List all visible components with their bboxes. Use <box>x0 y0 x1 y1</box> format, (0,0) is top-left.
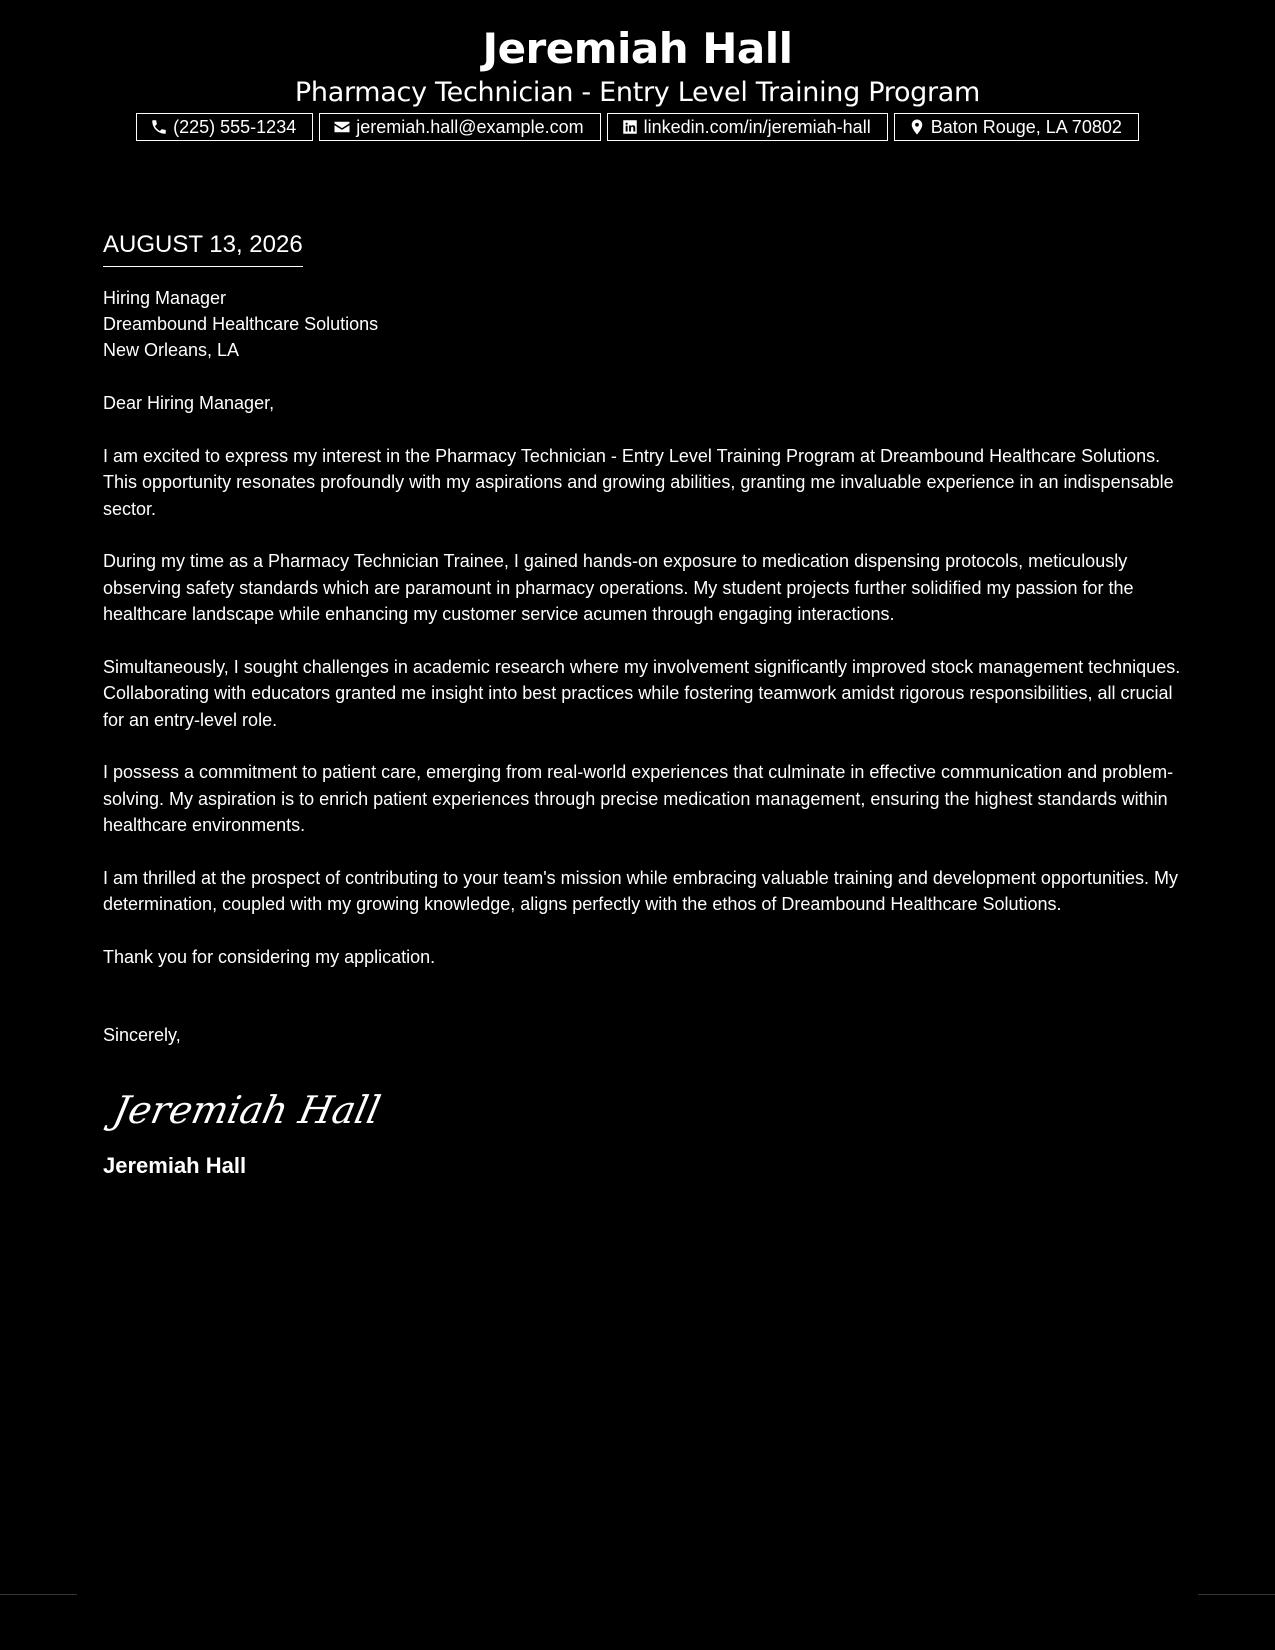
paragraph-2: During my time as a Pharmacy Technician Trainee, I gained hands-on exposure to medication dispensing protocols, meticulously observing safety standards which are paramount in pharmacy operations. My student projects further solidified my passion for the healthcare landscape while enhancing my customer service acumen through engaging interactions. <box>103 551 1134 624</box>
contact-location[interactable] <box>894 113 1139 141</box>
recipient-company: Dreambound Healthcare Solutions <box>103 314 379 334</box>
contact-phone[interactable] <box>136 113 313 141</box>
phone-number: (225) 555-1234 <box>173 116 297 137</box>
paragraph-3: Simultaneously, I sought challenges in academic research where my involvement significantly improved stock management techniques. Collaborating with educators granted me insight into best practices while fostering teamwork amidst rigorous responsibilities, all crucial for an entry-level role. <box>103 656 1181 730</box>
recipient-title: Hiring Manager <box>103 288 227 308</box>
paragraph-4: I possess a commitment to patient care, emerging from real-world experiences that culminate in effective communication and problem-solving. My aspiration is to enrich patient experiences through precise medication management, ensuring the highest standards within healthcare environments. <box>103 762 1174 835</box>
applicant-name: Jeremiah Hall <box>482 24 793 73</box>
linkedin-url: linkedin.com/in/jeremiah-hall <box>643 116 871 137</box>
contact-email[interactable] <box>319 113 600 141</box>
envelope-icon <box>333 118 351 136</box>
email-address: jeremiah.hall@example.com <box>356 116 584 137</box>
footer-rule-left <box>0 1594 77 1595</box>
map-pin-icon <box>908 118 926 136</box>
phone-icon <box>150 118 168 136</box>
salutation: Dear Hiring Manager, <box>103 393 275 413</box>
recipient-block <box>103 285 1183 363</box>
recipient-location: New Orleans, LA <box>103 340 240 360</box>
letterhead <box>0 22 1275 110</box>
contact-linkedin[interactable] <box>607 113 888 141</box>
linkedin-icon <box>621 118 639 136</box>
footer-rule-right <box>1198 1594 1275 1595</box>
handwritten-signature <box>109 1077 1183 1137</box>
signed-name: Jeremiah Hall <box>103 1152 247 1178</box>
signature-text: Jeremiah Hall <box>109 1087 385 1133</box>
job-title: Pharmacy Technician - Entry Level Training Program <box>294 77 981 108</box>
location-text: Baton Rouge, LA 70802 <box>930 116 1122 137</box>
closing: Sincerely, <box>103 1025 181 1045</box>
paragraph-1: I am excited to express my interest in the Pharmacy Technician - Entry Level Training Program at Dreambound Healthcare Solutions. This opportunity resonates profoundly with my aspirations and growing abilities, granting me invaluable experience in an indispensable sector. <box>103 445 1174 519</box>
paragraph-6: Thank you for considering my application. <box>103 946 436 967</box>
contact-bar <box>0 113 1275 141</box>
letter-body <box>103 228 1183 1179</box>
paragraph-5: I am thrilled at the prospect of contributing to your team's mission while embracing valuable training and development opportunities. My determination, coupled with my growing knowledge, aligns perfectly with the ethos of Dreambound Healthcare Solutions. <box>103 867 1178 914</box>
letter-date: AUGUST 13, 2026 <box>103 228 303 267</box>
